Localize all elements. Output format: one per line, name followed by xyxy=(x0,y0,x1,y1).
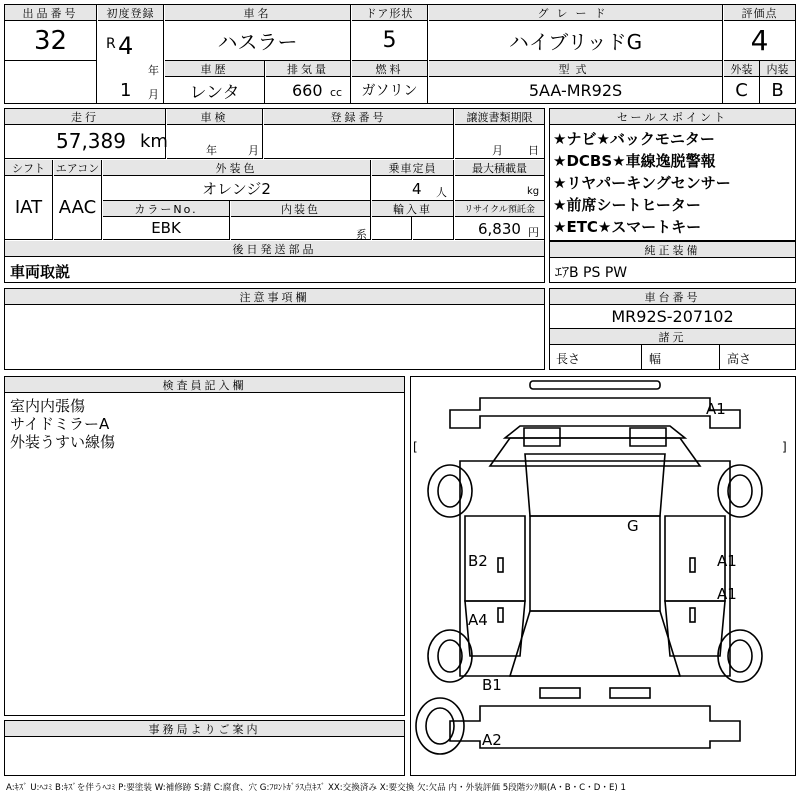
notes-label: 注意事項欄 xyxy=(5,289,544,305)
spec-height xyxy=(721,345,795,369)
inspection-label: 車検 xyxy=(167,109,263,125)
transfer-month: 月 xyxy=(492,144,503,157)
later-value: 車両取説 xyxy=(10,263,71,281)
recycle-label: リサイクル預託金 xyxy=(455,201,544,217)
mark-b2: B2 xyxy=(468,552,488,570)
capacity-unit: 人 xyxy=(436,186,447,199)
disp-unit: cc xyxy=(330,86,343,99)
load-label: 最大積載量 xyxy=(455,160,544,176)
chassis-label: 車台番号 xyxy=(550,289,795,305)
model-value: 5AA-MR92S xyxy=(429,77,723,103)
lot-blank xyxy=(5,61,97,103)
sales-list xyxy=(553,128,793,238)
reg-label: 初度登録 xyxy=(98,5,164,21)
inspector-line: 室内内張傷 xyxy=(10,397,86,415)
plate-box xyxy=(264,125,454,159)
door-label: ドア形状 xyxy=(352,5,428,21)
sales-item: ★ETC★スマートキー xyxy=(553,218,702,236)
ext-value: C xyxy=(724,77,760,103)
score-label: 評価点 xyxy=(724,5,795,21)
car-name: ハスラー xyxy=(165,21,351,61)
lot-number: 32 xyxy=(5,21,97,61)
door-value: 5 xyxy=(352,21,428,61)
sales-item: ★DCBS★車線逸脱警報 xyxy=(553,152,716,170)
width-label: 幅 xyxy=(649,352,662,366)
mark-g: G xyxy=(627,517,639,535)
mark-a1-top: A1 xyxy=(706,400,726,418)
capacity-label: 乗車定員 xyxy=(372,160,454,176)
mark-bracket-right: ] xyxy=(782,440,787,454)
ext-label: 外装 xyxy=(724,61,760,77)
inspector-notes xyxy=(10,395,115,449)
ac-value: AAC xyxy=(54,176,102,240)
mark-b1: B1 xyxy=(482,676,502,694)
office-label: 事務局よりご案内 xyxy=(5,721,404,737)
model-label: 型式 xyxy=(429,61,723,77)
disp-label: 排気量 xyxy=(266,61,351,77)
intcolor-label: 内装色 xyxy=(231,201,371,217)
shift-label: シフト xyxy=(5,160,53,176)
int-value: B xyxy=(771,79,784,101)
height-label: 高さ xyxy=(727,352,752,366)
legend-text: A:ｷｽﾞ U:ﾍｺﾐ B:ｷｽﾞを伴うﾍｺﾐ P:要塗装 W:補修跡 S:錆 C:腐食、穴 G:ﾌﾛﾝﾄｶﾞﾗｽ点ｷｽﾞ XX:交換済み X:要交換 欠:欠品 内・外装評価 5段階ﾗﾝｸ順(A・B・C・D・E) 1 xyxy=(6,783,626,793)
intcolor-box xyxy=(231,217,371,240)
lot-label: 出品番号 xyxy=(5,5,97,21)
sales-label: セールスポイント xyxy=(550,109,795,125)
recycle-value: 6,830 xyxy=(478,220,521,238)
reg-era: R xyxy=(106,36,116,52)
sales-item: ★ナビ★バックモニター xyxy=(553,130,715,148)
length-label: 長さ xyxy=(556,352,581,366)
spec-label: 諸元 xyxy=(550,329,795,345)
spec-length xyxy=(550,345,642,369)
mileage-label: 走行 xyxy=(5,109,166,125)
fuel-label: 燃料 xyxy=(352,61,428,77)
color-value: オレンジ2 xyxy=(103,176,371,201)
mark-a4: A4 xyxy=(468,611,488,629)
fuel-value: ガソリン xyxy=(352,77,428,103)
import-box-b xyxy=(413,217,454,240)
score-value: 4 xyxy=(724,21,795,61)
grade-label: グレード xyxy=(429,5,723,21)
mileage-unit: km xyxy=(140,131,168,152)
mark-a1-mid: A1 xyxy=(717,552,737,570)
reg-year: 4 xyxy=(118,32,134,60)
plate-label: 登録番号 xyxy=(264,109,454,125)
inspection-month: 月 xyxy=(248,144,259,157)
history-label: 車歴 xyxy=(165,61,265,77)
transfer-label: 譲渡書類期限 xyxy=(455,109,544,125)
reg-month-unit: 月 xyxy=(148,88,159,101)
load-unit: kg xyxy=(527,186,540,197)
disp-value: 660 xyxy=(292,81,323,100)
colorno-label: カラーNo. xyxy=(103,201,230,217)
grade-value: ハイブリッドG xyxy=(429,21,723,61)
sales-item: ★リヤパーキングセンサー xyxy=(553,174,731,192)
ac-label: エアコン xyxy=(54,160,102,176)
import-box-a xyxy=(372,217,412,240)
shift-value: IAT xyxy=(5,176,53,240)
equipment-value: ｴｱB PS PW xyxy=(555,265,628,281)
mileage-value: 57,389 xyxy=(56,129,126,153)
mark-a1-right: A1 xyxy=(717,585,737,603)
color-label: 外装色 xyxy=(103,160,371,176)
reg-month: 1 xyxy=(120,80,132,101)
spec-width xyxy=(643,345,720,369)
inspector-label: 検査員記入欄 xyxy=(5,377,404,393)
transfer-day: 日 xyxy=(528,144,539,157)
inspector-line: サイドミラーA xyxy=(10,415,110,433)
car-diagram xyxy=(410,376,796,776)
reg-year-unit: 年 xyxy=(148,64,159,77)
recycle-unit: 円 xyxy=(528,226,539,239)
capacity-value: 4 xyxy=(412,180,422,198)
inspection-year: 年 xyxy=(206,144,217,157)
import-label: 輸入車 xyxy=(372,201,454,217)
history-value: レンタ xyxy=(165,77,265,103)
sales-item: ★前席シートヒーター xyxy=(553,196,701,214)
chassis-value: MR92S-207102 xyxy=(550,305,795,329)
inspector-line: 外装うすい線傷 xyxy=(10,433,116,451)
mark-a2: A2 xyxy=(482,731,502,749)
colorno-value: EBK xyxy=(103,217,230,240)
int-label: 内装 xyxy=(760,61,795,77)
equipment-label: 純正装備 xyxy=(550,242,795,258)
car-label: 車名 xyxy=(165,5,351,21)
later-label: 後日発送部品 xyxy=(5,241,544,257)
mark-bracket-left: [ xyxy=(413,440,418,454)
intcolor-unit: 系 xyxy=(356,228,367,241)
